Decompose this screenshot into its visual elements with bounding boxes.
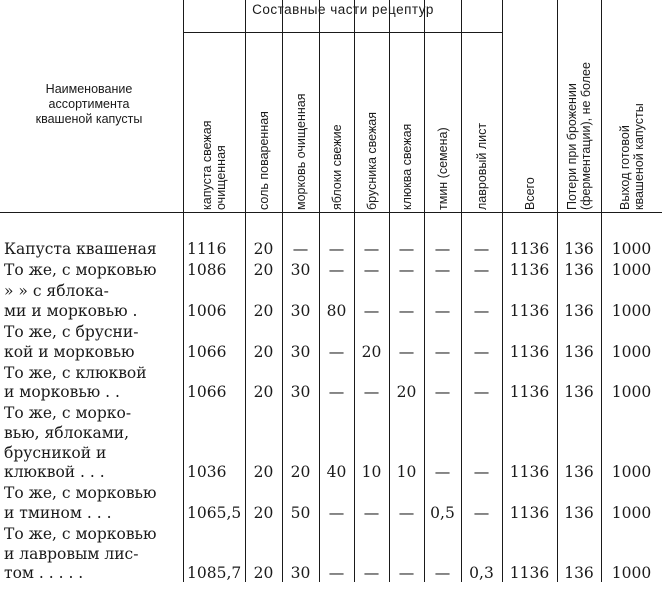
column-header-text <box>200 121 228 210</box>
table-cell: 0,5 <box>430 503 455 522</box>
column-header-salt <box>245 36 282 212</box>
table-cell: — <box>328 383 345 402</box>
table-cell: — <box>398 564 415 583</box>
table-cell: — <box>473 463 490 482</box>
column-header-text <box>565 62 593 210</box>
table-cell: 1066 <box>187 342 227 361</box>
table-cell: — <box>398 503 415 522</box>
table-cell: 1000 <box>611 301 652 320</box>
column-header-text <box>523 177 537 210</box>
row-label: » » с яблока- <box>4 282 109 301</box>
table-cell: 1036 <box>187 463 227 482</box>
table-cell: 20 <box>253 240 274 258</box>
table-cell: 1000 <box>611 261 652 280</box>
table-cell: 20 <box>290 463 311 482</box>
column-header-cabbage <box>183 36 245 212</box>
column-header-line: яблоки свежие <box>329 124 344 210</box>
name-header-line: квашеной капусты <box>35 112 143 126</box>
table-cell: — <box>363 301 380 320</box>
table-cell: 1000 <box>611 564 652 583</box>
table-cell: 1136 <box>509 261 550 280</box>
table-cell: — <box>434 463 451 482</box>
table-cell: 20 <box>253 301 274 320</box>
table-cell: 1066 <box>187 383 227 402</box>
table-cell: — <box>328 240 345 258</box>
table-cell: 1000 <box>611 503 652 522</box>
column-header-text <box>475 123 489 210</box>
table-cell: 136 <box>564 301 594 320</box>
table-cell: 20 <box>361 342 382 361</box>
column-header-lingonberry <box>354 36 389 212</box>
table-cell: — <box>328 564 345 583</box>
table-cell: — <box>363 503 380 522</box>
row-label: Капуста квашеная <box>4 240 157 258</box>
column-header-text <box>257 111 271 210</box>
column-header-line: квашеной капусты <box>631 103 646 210</box>
table-cell: 20 <box>253 383 274 402</box>
table-rule <box>183 32 502 33</box>
table-cell: 136 <box>564 383 594 402</box>
table-cell: 136 <box>564 240 594 258</box>
column-header-total <box>502 0 557 212</box>
table-cell: 136 <box>564 261 594 280</box>
table-cell: 1136 <box>509 301 550 320</box>
table-cell: — <box>363 240 380 258</box>
table-cell: 30 <box>290 564 311 583</box>
row-label: и морковью . . <box>4 383 120 402</box>
table-cell: 1136 <box>509 240 550 258</box>
table-cell: 20 <box>253 463 274 482</box>
table-cell: — <box>473 301 490 320</box>
table-cell: 136 <box>564 564 594 583</box>
table-cell: — <box>292 240 309 258</box>
table-cell: 1136 <box>509 503 550 522</box>
table-cell: 30 <box>290 301 311 320</box>
table-cell: 20 <box>253 342 274 361</box>
table-cell: 50 <box>290 503 311 522</box>
table-cell: 1136 <box>509 383 550 402</box>
table-cell: 80 <box>326 301 347 320</box>
column-header-apples <box>319 36 354 212</box>
name-header-line: ассортимента <box>48 97 130 111</box>
column-header-line: Выход готовой <box>617 125 632 210</box>
table-cell: — <box>328 503 345 522</box>
table-cell: — <box>363 261 380 280</box>
column-header-text <box>330 124 344 210</box>
row-label: брусникой и <box>4 443 107 462</box>
row-label: клюквой . . . <box>4 463 105 482</box>
table-cell: — <box>398 261 415 280</box>
table-cell: 1000 <box>611 342 652 361</box>
table-cell: 20 <box>253 261 274 280</box>
table-cell: 20 <box>396 383 417 402</box>
table-cell: — <box>473 240 490 258</box>
table-cell: 0,3 <box>469 564 494 583</box>
table-cell: 10 <box>396 463 417 482</box>
table-cell: — <box>398 342 415 361</box>
table-cell: — <box>328 342 345 361</box>
table-cell: 30 <box>290 261 311 280</box>
table-cell: 1136 <box>509 564 550 583</box>
table-cell: 1136 <box>509 463 550 482</box>
table-cell: — <box>473 383 490 402</box>
table-cell: 40 <box>326 463 347 482</box>
table-cell: 1000 <box>611 463 652 482</box>
column-header-line: лавровый лист <box>474 122 489 210</box>
column-header-line: капуста свежая <box>200 120 214 210</box>
table-cell: — <box>328 261 345 280</box>
table-cell: 1116 <box>187 240 227 258</box>
table-cell: 1085,7 <box>187 564 242 583</box>
row-label: и тмином . . . <box>4 503 112 522</box>
group-header: Составные части рецептур <box>252 2 434 17</box>
row-label: и лавровым лис- <box>4 544 139 563</box>
column-header-losses <box>557 0 601 212</box>
row-label: То же, с морковью <box>4 524 157 543</box>
column-header-line: Потери при брожении <box>565 83 579 210</box>
column-header-carrot <box>282 36 319 212</box>
table-cell: — <box>363 383 380 402</box>
column-header-line: Всего <box>522 177 537 210</box>
column-header-line: (ферментации), не более <box>579 62 593 210</box>
table-cell: — <box>398 240 415 258</box>
row-label: ми и морковью . <box>4 301 138 320</box>
table-cell: 30 <box>290 342 311 361</box>
table-cell: 20 <box>253 503 274 522</box>
table-cell: — <box>473 342 490 361</box>
column-header-line: клюква свежая <box>399 123 414 210</box>
table-cell: 1136 <box>509 342 550 361</box>
table-cell: — <box>434 240 451 258</box>
column-header-line: тмин (семена) <box>435 127 450 210</box>
column-header-text <box>365 112 379 210</box>
column-header-line: соль поваренная <box>256 111 271 210</box>
table-cell: 20 <box>253 564 274 583</box>
table-cell: 1000 <box>611 240 652 258</box>
table-cell: — <box>434 564 451 583</box>
column-header-line: брусника свежая <box>364 111 379 210</box>
table-cell: — <box>434 383 451 402</box>
table-cell: 1006 <box>187 301 227 320</box>
table-rule <box>0 212 662 213</box>
row-label: То же, с морковью <box>4 261 157 280</box>
name-header-line: Наименование <box>45 82 133 96</box>
column-header-text <box>400 124 414 210</box>
row-label: То же, с морковью <box>4 484 157 503</box>
row-label: кой и морковью <box>4 342 135 361</box>
column-header-line: очищенная <box>214 145 228 210</box>
row-label: То же, с клюквой <box>4 363 147 382</box>
table-cell: — <box>473 503 490 522</box>
column-header-yield <box>601 0 662 212</box>
column-header-text <box>294 94 308 210</box>
column-header-cranberry <box>389 36 424 212</box>
table-cell: — <box>434 342 451 361</box>
table-cell: 30 <box>290 383 311 402</box>
row-label: вью, яблоками, <box>4 423 130 442</box>
table-cell: 10 <box>361 463 382 482</box>
table-cell: 136 <box>564 463 594 482</box>
column-header-text <box>618 103 646 210</box>
column-header-line: морковь очищенная <box>293 93 308 210</box>
column-header-text <box>436 127 450 210</box>
table-cell: — <box>434 301 451 320</box>
table-cell: — <box>398 301 415 320</box>
column-header-bay_leaf <box>461 36 502 212</box>
row-label: То же, с морко- <box>4 404 132 423</box>
row-label: То же, с брусни- <box>4 322 139 341</box>
table-cell: 1000 <box>611 383 652 402</box>
table-cell: — <box>473 261 490 280</box>
row-label: том . . . . . <box>4 564 84 583</box>
name-column-header <box>0 82 178 127</box>
table-cell: — <box>363 564 380 583</box>
table-cell: 1086 <box>187 261 227 280</box>
column-header-caraway <box>424 36 461 212</box>
table-cell: 136 <box>564 342 594 361</box>
table-cell: — <box>434 261 451 280</box>
table-cell: 1065,5 <box>187 503 242 522</box>
table-cell: 136 <box>564 503 594 522</box>
